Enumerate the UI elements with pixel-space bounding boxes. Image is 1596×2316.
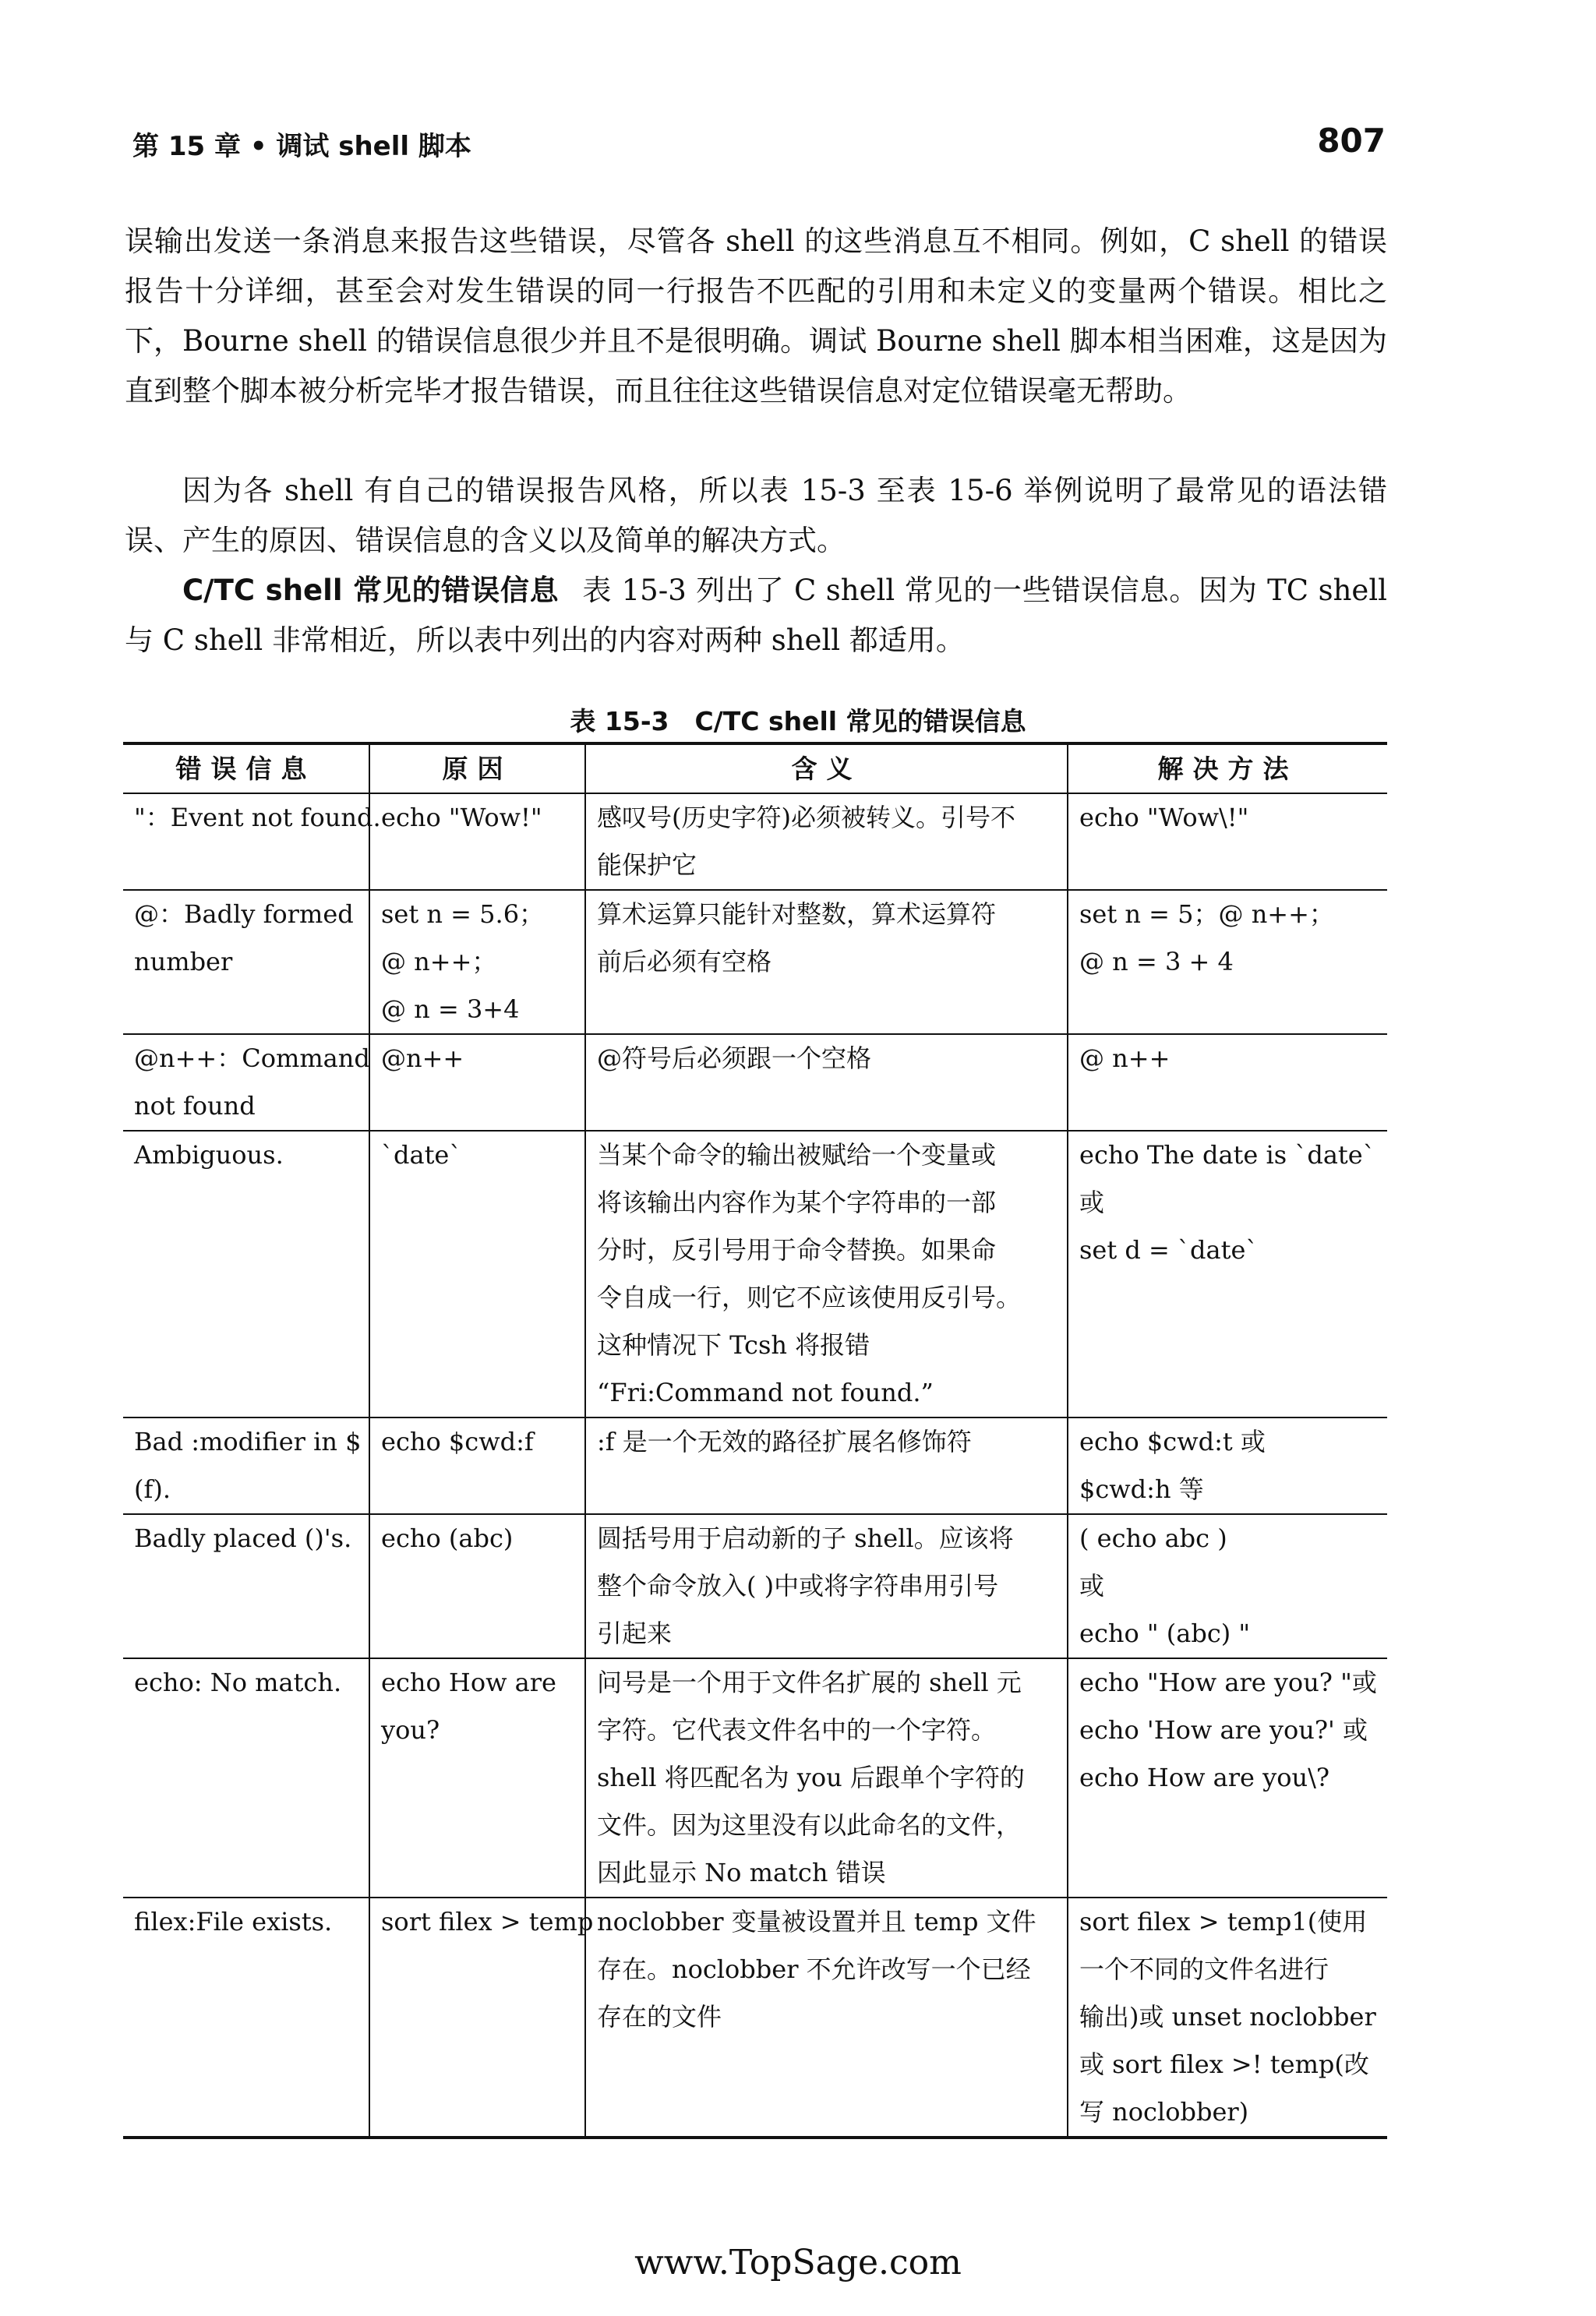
cell-line: @ n = 3 + 4 (1079, 947, 1234, 976)
paragraph-3 (125, 566, 1387, 665)
cell-line: @ n = 3+4 (381, 994, 520, 1024)
cell-line: ( echo abc ) (1079, 1523, 1227, 1553)
cell-cause (369, 1417, 585, 1514)
cell-line: 存在。noclobber 不允许改写一个已经 (597, 1954, 1031, 1984)
page-number: 807 (1317, 122, 1386, 160)
cell-line: 问号是一个用于文件名扩展的 shell 元 (597, 1668, 1022, 1697)
cell-line: you? (381, 1715, 440, 1745)
cell-line: 一个不同的文件名进行 (1079, 1954, 1329, 1984)
cell-line: noclobber 变量被设置并且 temp 文件 (597, 1907, 1036, 1936)
cell-line: set d = `date` (1079, 1235, 1259, 1265)
cell-line: 算术运算只能针对整数，算术运算符 (597, 899, 997, 929)
cell-line: echo "How are you? "或 (1079, 1668, 1377, 1697)
section-lead-heading: C/TC shell 常见的错误信息 (182, 574, 560, 607)
cell-line: 输出)或 unset noclobber (1079, 2002, 1376, 2032)
cell-line: :f 是一个无效的路径扩展名修饰符 (597, 1427, 972, 1456)
cell-message (123, 1034, 369, 1131)
table-body (123, 793, 1387, 2138)
table-row (123, 1034, 1387, 1131)
cell-line: 或 sort filex >! temp(改 (1079, 2049, 1369, 2079)
running-head: 第 15 章 • 调试 shell 脚本 (132, 131, 471, 162)
cell-solution (1068, 1658, 1387, 1898)
cell-line: Ambiguous. (134, 1140, 284, 1170)
cell-line: @ n++； (381, 947, 497, 976)
cell-line: sort filex > temp (381, 1907, 594, 1936)
cell-cause (369, 1658, 585, 1898)
cell-line: @ n++ (1079, 1043, 1171, 1073)
cell-meaning (585, 1417, 1068, 1514)
cell-line: 文件。因为这里没有以此命名的文件， (597, 1810, 1022, 1840)
cell-message (123, 1898, 369, 2138)
table-caption: 表 15-3 C/TC shell 常见的错误信息 (570, 706, 1026, 736)
header-meaning: 含义 (585, 743, 1068, 793)
cell-line: Badly placed ()'s. (134, 1523, 352, 1553)
cell-line: @n++ (381, 1043, 464, 1073)
cell-line: sort filex > temp1(使用 (1079, 1907, 1368, 1936)
cell-line: 前后必须有空格 (597, 947, 772, 976)
cell-line: 或 (1079, 1188, 1105, 1217)
table-row (123, 1417, 1387, 1514)
cell-solution (1068, 793, 1387, 890)
cell-line: set n = 5.6； (381, 899, 545, 929)
table-row (123, 1658, 1387, 1898)
cell-line: 感叹号(历史字符)必须被转义。引号不 (597, 803, 1015, 832)
cell-cause (369, 1514, 585, 1658)
cell-line: echo "Wow!" (381, 803, 542, 832)
cell-line: set n = 5；@ n++； (1079, 899, 1334, 929)
cell-line: @符号后必须跟一个空格 (597, 1043, 872, 1073)
cell-line: "：Event not found. (134, 803, 381, 832)
cell-line: 分时，反引号用于命令替换。如果命 (597, 1235, 997, 1265)
cell-meaning (585, 1131, 1068, 1417)
cell-line: echo (abc) (381, 1523, 514, 1553)
cell-cause (369, 890, 585, 1034)
cell-line: 字符。它代表文件名中的一个字符。 (597, 1715, 997, 1745)
table-header-row (123, 743, 1387, 793)
cell-line: 或 (1079, 1571, 1105, 1601)
cell-line: 圆括号用于启动新的子 shell。应该将 (597, 1523, 1014, 1553)
cell-solution (1068, 1417, 1387, 1514)
cell-line: 当某个命令的输出被赋给一个变量或 (597, 1140, 997, 1170)
cell-message (123, 890, 369, 1034)
header-cause: 原因 (369, 743, 585, 793)
cell-line: echo $cwd:f (381, 1427, 534, 1456)
table-row (123, 1514, 1387, 1658)
cell-line: 引起来 (597, 1619, 673, 1648)
cell-line: @：Badly formed (134, 899, 354, 929)
paragraph-1: 误输出发送一条消息来报告这些错误，尽管各 shell 的这些消息互不相同。例如，C shell 的错误报告十分详细，甚至会对发生错误的同一行报告不匹配的引用和未定义的变量两个错误。相比之下，Bourne shell 的错误信息很少并且不是很明确。调试 Bourne shell 脚本相当困难，这是因为直到整个脚本被分析完毕才报告错误，而且往往这些错误信息对定位错误毫无帮助。 (125, 224, 1387, 408)
cell-solution (1068, 1898, 1387, 2138)
footer-url: www.TopSage.com (634, 2243, 962, 2282)
cell-message (123, 1514, 369, 1658)
cell-meaning (585, 793, 1068, 890)
cell-line: not found (134, 1091, 256, 1121)
cell-line: echo $cwd:t 或 (1079, 1427, 1266, 1456)
table-row (123, 890, 1387, 1034)
cell-line: number (134, 947, 233, 976)
cell-line: $cwd:h 等 (1079, 1474, 1204, 1504)
cell-line: “Fri:Command not found.” (597, 1378, 934, 1407)
table-row (123, 1898, 1387, 2138)
table-row (123, 1131, 1387, 1417)
cell-line: 将该输出内容作为某个字符串的一部 (597, 1188, 997, 1217)
cell-solution (1068, 1514, 1387, 1658)
cell-cause (369, 1034, 585, 1131)
cell-line: @n++：Command (134, 1043, 370, 1073)
cell-line: 令自成一行，则它不应该使用反引号。 (597, 1283, 1022, 1312)
cell-message (123, 1131, 369, 1417)
cell-line: echo " (abc) " (1079, 1619, 1251, 1648)
cell-line: echo How are (381, 1668, 556, 1697)
paragraph-3-text: 表 15-3 列出了 C shell 常见的一些错误信息。因为 TC shell 与 C shell 非常相近，所以表中列出的内容对两种 shell 都适用。 (125, 574, 1387, 657)
cell-line: echo 'How are you?' 或 (1079, 1715, 1368, 1745)
cell-line: echo: No match. (134, 1668, 342, 1697)
cell-cause (369, 1131, 585, 1417)
header-message: 错误信息 (123, 743, 369, 793)
error-message-table (123, 742, 1387, 2139)
cell-message (123, 1658, 369, 1898)
cell-meaning (585, 1514, 1068, 1658)
cell-line: 存在的文件 (597, 2002, 722, 2032)
cell-message (123, 793, 381, 890)
cell-line: 能保护它 (597, 850, 697, 880)
cell-line: Bad :modifier in $ (134, 1427, 362, 1456)
cell-line: 整个命令放入( )中或将字符串用引号 (597, 1571, 999, 1601)
cell-line: 这种情况下 Tcsh 将报错 (597, 1330, 870, 1360)
cell-meaning (585, 890, 1068, 1034)
cell-line: echo The date is `date` (1079, 1140, 1375, 1170)
cell-line: 因此显示 No match 错误 (597, 1858, 886, 1887)
cell-message (123, 1417, 369, 1514)
cell-line: shell 将匹配名为 you 后跟单个字符的 (597, 1763, 1025, 1792)
header-solution: 解决方法 (1068, 743, 1387, 793)
cell-solution (1068, 1034, 1387, 1131)
cell-line: filex:File exists. (134, 1907, 333, 1936)
cell-line: 写 noclobber) (1079, 2097, 1249, 2127)
cell-line: (f). (134, 1474, 171, 1504)
cell-meaning (585, 1658, 1068, 1898)
cell-line: echo How are you\? (1079, 1763, 1330, 1792)
cell-meaning (585, 1898, 1068, 2138)
cell-cause (369, 1898, 594, 2138)
table-row (123, 793, 1387, 890)
cell-line: echo "Wow\!" (1079, 803, 1249, 832)
paragraph-2: 因为各 shell 有自己的错误报告风格，所以表 15-3 至表 15-6 举例说明了最常见的语法错误、产生的原因、错误信息的含义以及简单的解决方式。 (125, 474, 1387, 557)
cell-meaning (585, 1034, 1068, 1131)
cell-line: `date` (381, 1140, 462, 1170)
cell-cause (369, 793, 585, 890)
cell-solution (1068, 1131, 1387, 1417)
cell-solution (1068, 890, 1387, 1034)
